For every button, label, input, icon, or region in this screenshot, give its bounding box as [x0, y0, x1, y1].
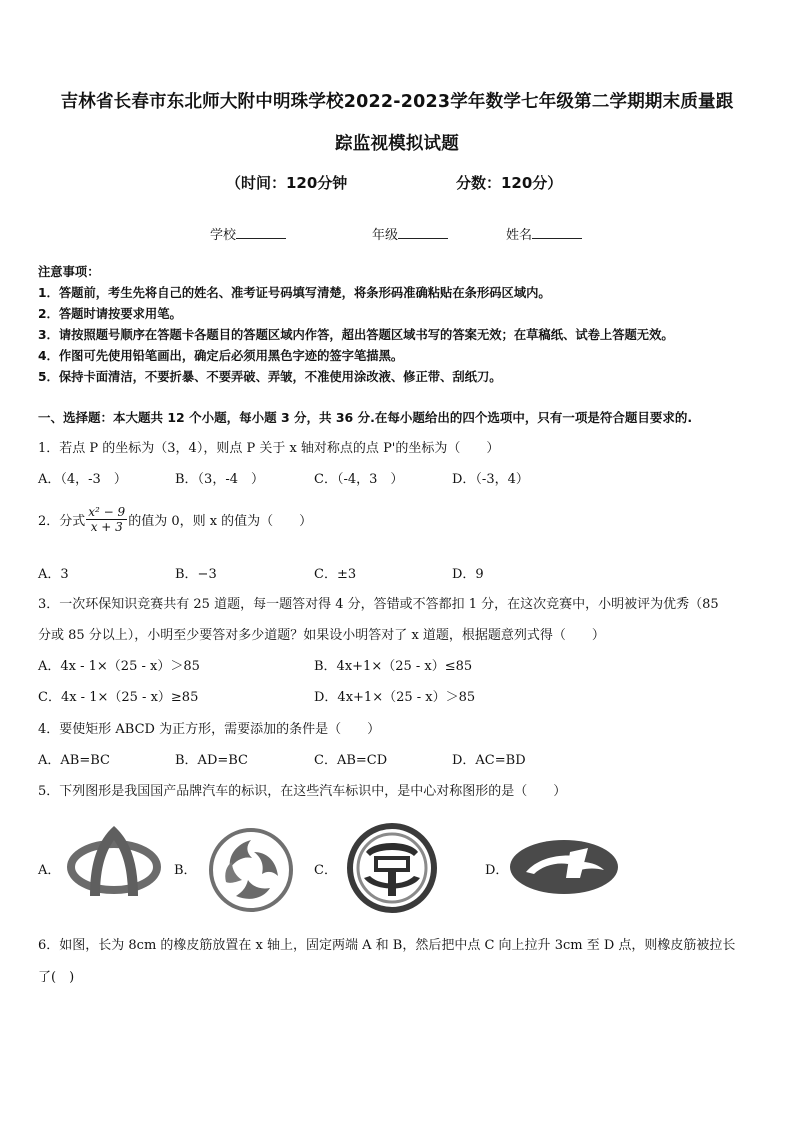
- q6-stem-line-1: 6．如图，长为 8cm 的橡皮筋放置在 x 轴上，固定两端 A 和 B，然后把中点 C 向上拉升 3cm 至 D 点，则橡皮筋被拉长: [38, 938, 736, 953]
- q2-prefix: 2．分式: [38, 514, 86, 529]
- school-label: 学校: [210, 228, 237, 243]
- q2-option-b[interactable]: B．−3: [175, 567, 217, 582]
- note-item: 2．答题时请按要求用笔。: [38, 307, 182, 321]
- q4-stem: 4．要使矩形 ABCD 为正方形，需要添加的条件是（ ）: [38, 722, 381, 737]
- q3-option-c[interactable]: C．4x - 1×（25 - x）≥85: [38, 690, 199, 705]
- q2-option-c[interactable]: C．±3: [314, 567, 357, 582]
- q4-option-d[interactable]: D．AC=BD: [452, 753, 526, 768]
- oval-swoosh-logo-icon: [508, 838, 620, 896]
- grade-label: 年级: [372, 228, 399, 243]
- q6-stem-line-2: 了( ): [38, 970, 75, 985]
- q5-option-a[interactable]: A．: [38, 863, 61, 878]
- q3-stem-line-2: 分或 85 分以上），小明至少要答对多少道题？如果设小明答对了 x 道题，根据题意列式得（ ）: [38, 628, 605, 643]
- notes-heading: 注意事项：: [38, 265, 100, 279]
- name-blank[interactable]: [532, 226, 582, 239]
- exam-score: 分数：120分）: [456, 174, 563, 192]
- q2-suffix: 的值为 0，则 x 的值为（ ）: [128, 514, 313, 529]
- q2-fraction: [86, 505, 127, 534]
- note-item: 4．作图可先使用铅笔画出，确定后必须用黑色字迹的签字笔描黑。: [38, 349, 404, 363]
- title-line-1: 吉林省长春市东北师大附中明珠学校2022-2023学年数学七年级第二学期期末质量跟: [60, 92, 734, 112]
- q2-numerator: x² − 9: [88, 505, 126, 519]
- q1-option-a[interactable]: A．（4，-3 ）: [38, 472, 127, 487]
- q1-option-b[interactable]: B．（3，-4 ）: [175, 472, 264, 487]
- ring-logo-icon: [344, 822, 440, 914]
- note-item: 1．答题前，考生先将自己的姓名、准考证号码填写清楚，将条形码准确粘贴在条形码区域内。: [38, 286, 551, 300]
- q3-stem-line-1: 3．一次环保知识竞赛共有 25 道题，每一题答对得 4 分，答错或不答都扣 1 分，在这次竞赛中，小明被评为优秀（85: [38, 597, 719, 612]
- q5-option-d[interactable]: D．: [485, 863, 509, 878]
- note-item: 5．保持卡面清洁，不要折暴、不要弄破、弄皱，不准使用涂改液、修正带、刮纸刀。: [38, 370, 502, 384]
- name-label: 姓名: [506, 228, 533, 243]
- q4-option-c[interactable]: C．AB=CD: [314, 753, 388, 768]
- q5-option-b[interactable]: B．: [174, 863, 197, 878]
- swirl-circle-logo-icon: [206, 826, 296, 914]
- q5-stem: 5．下列图形是我国国产品牌汽车的标识，在这些汽车标识中，是中心对称图形的是（ ）: [38, 784, 567, 799]
- q1-stem: 1．若点 P 的坐标为（3，4），则点 P 关于 x 轴对称点的点 P'的坐标为（ ）: [38, 441, 500, 456]
- q2-option-a[interactable]: A．3: [38, 567, 69, 582]
- q4-option-b[interactable]: B．AD=BC: [175, 753, 248, 768]
- section-heading: 一、选择题：本大题共 12 个小题，每小题 3 分，共 36 分.在每小题给出的四个选项中，只有一项是符合题目要求的.: [38, 410, 693, 425]
- q1-option-c[interactable]: C．（-4，3 ）: [314, 472, 404, 487]
- school-blank[interactable]: [236, 226, 286, 239]
- q1-option-d[interactable]: D．（-3，4）: [452, 472, 529, 487]
- exam-time: （时间：120分钟: [226, 174, 348, 192]
- q4-option-a[interactable]: A．AB=BC: [38, 753, 110, 768]
- q2-stem: [38, 505, 312, 534]
- school-field[interactable]: [210, 224, 286, 243]
- q2-option-d[interactable]: D．9: [452, 567, 484, 582]
- grade-blank[interactable]: [398, 226, 448, 239]
- q3-option-b[interactable]: B．4x+1×（25 - x）≤85: [314, 659, 473, 674]
- note-item: 3．请按照题号顺序在答题卡各题目的答题区域内作答，超出答题区域书写的答案无效；在草稿纸、试卷上答题无效。: [38, 328, 674, 342]
- grade-field[interactable]: [372, 224, 448, 243]
- title-line-2: 踪监视模拟试题: [335, 134, 459, 154]
- q3-option-a[interactable]: A．4x - 1×（25 - x）＞85: [38, 659, 200, 674]
- notes-block: [38, 262, 768, 388]
- name-field[interactable]: [506, 224, 582, 243]
- q2-denominator: x + 3: [90, 520, 123, 534]
- q5-option-c[interactable]: C．: [314, 863, 337, 878]
- q3-option-d[interactable]: D．4x+1×（25 - x）＞85: [314, 690, 476, 705]
- triangle-arc-logo-icon: [66, 822, 162, 904]
